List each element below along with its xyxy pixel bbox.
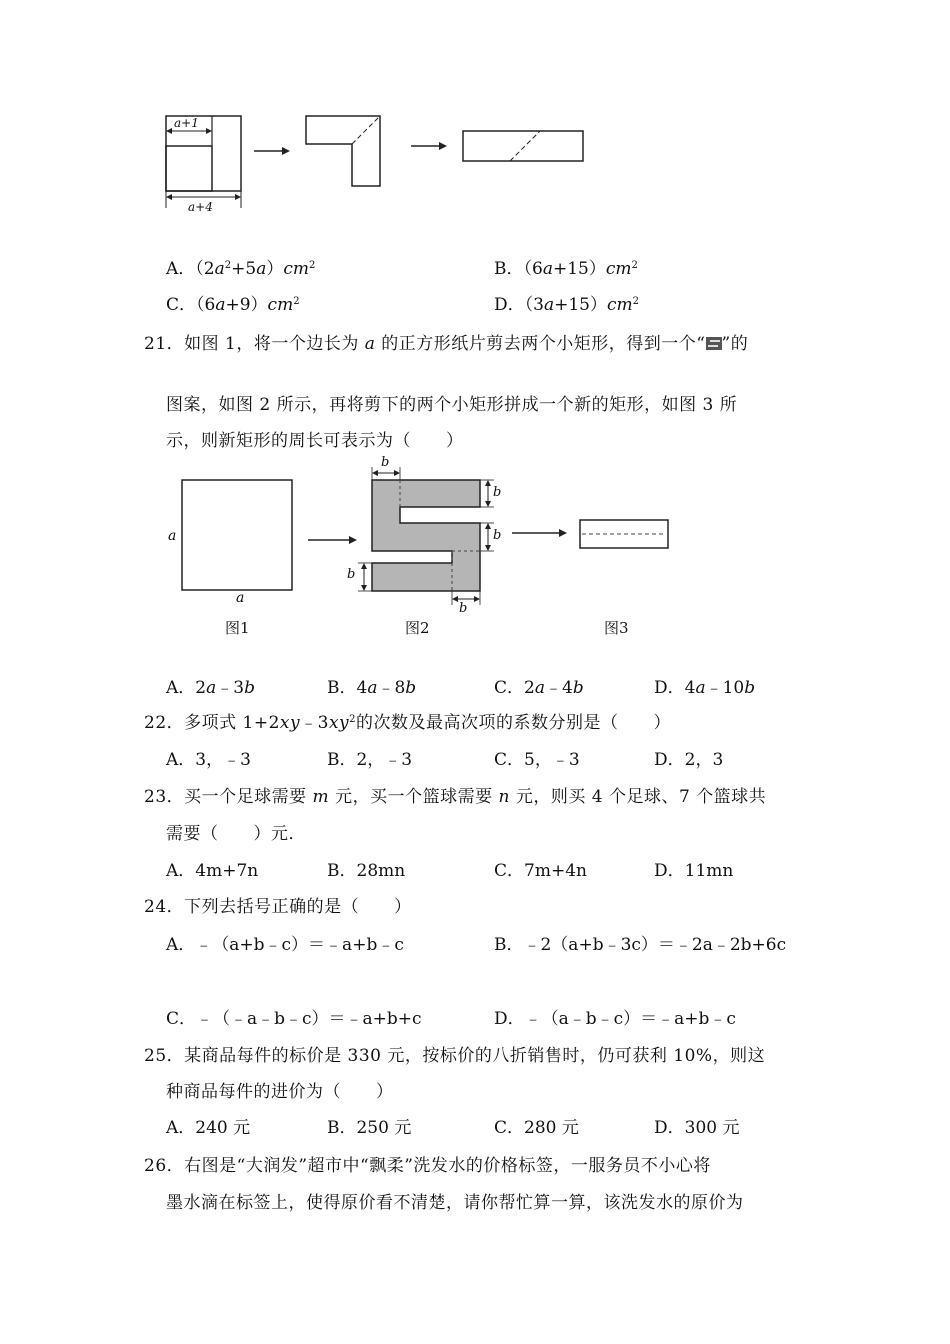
- q20-option-a: A．$(2a^2+5a)cm^2$: [166, 259, 316, 279]
- q20-option-d: D．$(3a+15)cm^2$: [494, 295, 640, 315]
- q21-fig2-s-shape: [372, 480, 480, 591]
- q25-option-c: C．280 元: [494, 1118, 579, 1138]
- q21-fig1-caption: 图1: [225, 619, 250, 637]
- q21-number: 21．: [144, 334, 185, 354]
- q21-label-b-top: b: [381, 455, 390, 470]
- q24-option-d: D．﹣（a﹣b﹣c）＝﹣a+b﹣c: [494, 1009, 736, 1029]
- q20-figure: [0, 0, 950, 230]
- q24-line: 24．下列去括号正确的是（ ）: [144, 897, 412, 917]
- q26-line-1: 26．右图是“大润发”超市中“飘柔”洗发水的价格标签，一服务员不小心将: [144, 1156, 711, 1176]
- q21-option-c: C．2a﹣4b: [494, 678, 584, 698]
- q22-option-b: B．2，﹣3: [327, 750, 413, 770]
- q24-option-b: B．﹣2（a+b﹣3c）＝﹣2a﹣2b+6c: [494, 935, 787, 955]
- q21-option-d: D．4a﹣10b: [654, 678, 756, 698]
- q21-label-a-bottom: a: [236, 590, 245, 606]
- q21-option-b: B．4a﹣8b: [327, 678, 417, 698]
- q25-option-a: A．240 元: [166, 1118, 251, 1138]
- q24-option-a: A．﹣（a+b﹣c）＝﹣a+b﹣c: [166, 935, 404, 955]
- q21-fig3-caption: 图3: [604, 619, 629, 637]
- q21-label-b-bottom: b: [459, 601, 468, 616]
- q21-fig1-square: [182, 480, 292, 590]
- q20-bottom-label: a+4: [188, 200, 213, 214]
- q21-line-2: 图案，如图 2 所示，再将剪下的两个小矩形拼成一个新的矩形，如图 3 所: [166, 395, 738, 415]
- q21-line-3: 示，则新矩形的周长可表示为（ ）: [166, 431, 464, 451]
- q20-top-label: a+1: [174, 116, 199, 130]
- q20-option-c: C．$(6a+9)cm^2$: [166, 295, 300, 315]
- q20-long-rect: [463, 131, 583, 161]
- q20-option-b: B．$(6a+15)cm^2$: [494, 259, 638, 279]
- q26-line-2: 墨水滴在标签上，使得原价看不清楚，请你帮忙算一算，该洗发水的原价为: [166, 1193, 744, 1213]
- q20-inner-rect: [166, 146, 212, 191]
- q21-label-a-side: a: [168, 528, 177, 544]
- q23-option-d: D．11mn: [654, 861, 734, 881]
- q22-option-c: C．5，﹣3: [494, 750, 580, 770]
- q23-option-a: A．4m+7n: [166, 861, 259, 881]
- q21-label-b-left: b: [347, 567, 356, 582]
- q25-option-d: D．300 元: [654, 1118, 740, 1138]
- q22-option-d: D．2，3: [654, 750, 724, 770]
- q23-option-b: B．28mn: [327, 861, 406, 881]
- s-shape-icon: [706, 337, 722, 350]
- q23-line-2: 需要（ ）元．: [166, 824, 306, 844]
- q25-option-b: B．250 元: [327, 1118, 412, 1138]
- q21-fig2-caption: 图2: [405, 619, 430, 637]
- q21-label-b-right1: b: [493, 485, 502, 500]
- q21-figures: [0, 455, 950, 655]
- q21-option-a: A．2a﹣3b: [166, 678, 255, 698]
- q22-line: 22．多项式 $1+2xy﹣3xy^2$的次数及最高次项的系数分别是（ ）: [144, 713, 672, 733]
- q23-line-1: 23．买一个足球需要 m 元，买一个篮球需要 n 元，则买 4 个足球、7 个篮球共: [144, 787, 767, 807]
- q25-line-1: 25．某商品每件的标价是 330 元，按标价的八折销售时，仍可获利 10%，则这: [144, 1046, 766, 1066]
- q25-line-2: 种商品每件的进价为（ ）: [166, 1082, 394, 1102]
- q21-label-b-right2: b: [493, 528, 502, 543]
- q24-option-c: C．﹣（﹣a﹣b﹣c）＝﹣a+b+c: [166, 1009, 422, 1029]
- q21-line-1: 21．如图 1，将一个边长为 a 的正方形纸片剪去两个小矩形，得到一个“ ”的: [144, 334, 749, 354]
- q23-option-c: C．7m+4n: [494, 861, 587, 881]
- q22-option-a: A．3，﹣3: [166, 750, 251, 770]
